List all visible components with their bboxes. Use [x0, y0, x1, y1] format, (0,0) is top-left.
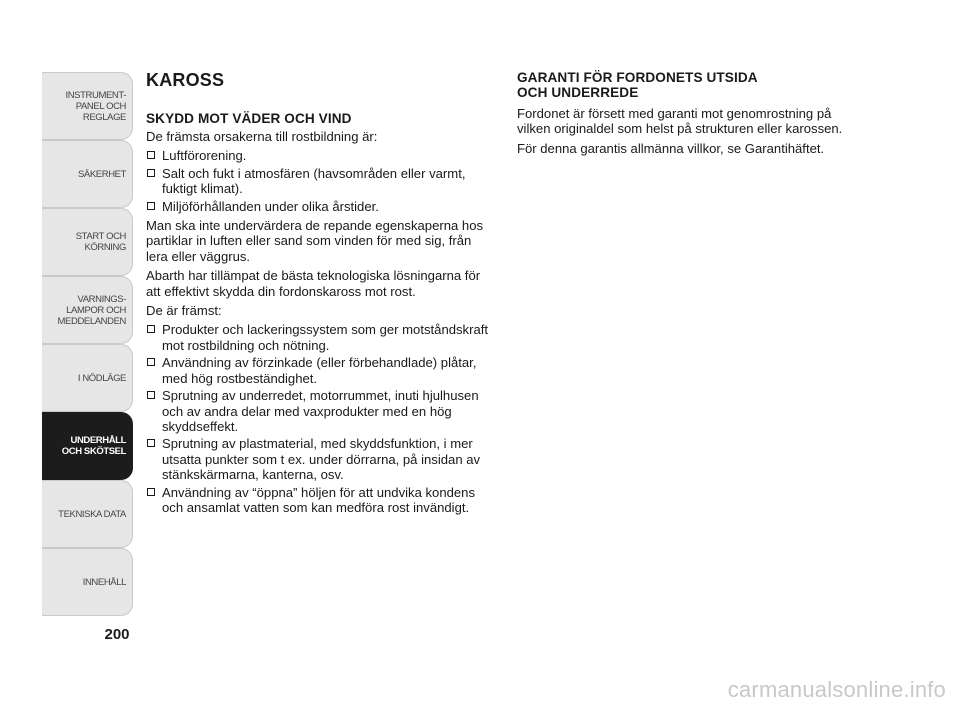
list-item: Miljöförhållanden under olika årstider. [146, 199, 496, 214]
section-heading: SKYDD MOT VÄDER OCH VIND [146, 111, 352, 126]
tab-i-nodlage[interactable]: I NÖDLÄGE [42, 344, 133, 412]
left-column [146, 70, 496, 519]
list-item: Produkter och lackeringssystem som ger motståndskraft mot rostbildning och nötning. [146, 322, 496, 353]
list-item: Luftförorening. [146, 148, 496, 163]
list-item: Användning av “öppna” höljen för att undvika kondens och ansamlat vatten som kan medföra rost invändigt. [146, 485, 496, 516]
watermark: carmanualsonline.info [727, 677, 946, 702]
right-column [517, 70, 867, 160]
list-item: Sprutning av underredet, motorrummet, inuti hjulhusen och av andra delar med vaxprodukter med en hög skyddseffekt. [146, 388, 496, 434]
tab-sakerhet[interactable]: SÄKERHET [42, 140, 133, 208]
paragraph: Man ska inte undervärdera de repande egenskaperna hos partiklar in luften eller sand som vinden för med sig, från lera eller väggrus. [146, 218, 484, 264]
tab-underhall-och-skotsel[interactable]: UNDERHÅLL OCH SKÖTSEL [42, 412, 133, 480]
tab-tekniska-data[interactable]: TEKNISKA DATA [42, 480, 133, 548]
tab-varningslampor[interactable]: VARNINGS- LAMPOR OCH MEDDELANDEN [42, 276, 133, 344]
intro-text: De främsta orsakerna till rostbildning är: [146, 129, 378, 144]
measures-list [146, 322, 496, 515]
tab-innehall[interactable]: INNEHÅLL [42, 548, 133, 616]
tab-start-och-korning[interactable]: START OCH KÖRNING [42, 208, 133, 276]
paragraph: De är främst: [146, 303, 222, 319]
chapter-tabs [42, 72, 133, 616]
list-item: Salt och fukt i atmosfären (havsområden eller varmt, fuktigt klimat). [146, 166, 496, 197]
page-number: 200 [104, 626, 130, 643]
paragraph: För denna garantis allmänna villkor, se Garantihäftet. [517, 140, 825, 156]
list-item: Sprutning av plastmaterial, med skyddsfunktion, i mer utsatta punkter som t ex. under dörrarna, på insidan av stänkskärmarna, kanterna, osv. [146, 436, 496, 482]
paragraph: Abarth har tillämpat de bästa teknologiska lösningarna för att effektivt skydda din fordonskaross mot rost. [146, 268, 481, 299]
causes-list [146, 148, 496, 214]
tab-instrumentpanel[interactable]: INSTRUMENT- PANEL OCH REGLAGE [42, 72, 133, 140]
list-item: Användning av förzinkade (eller förbehandlade) plåtar, med hög rostbeständighet. [146, 355, 496, 386]
warranty-heading: GARANTI FÖR FORDONETS UTSIDA OCH UNDERREDE [517, 70, 758, 100]
page-title: KAROSS [146, 70, 225, 90]
paragraph: Fordonet är försett med garanti mot genomrostning på vilken originaldel som helst på strukturen eller karossen. [517, 106, 843, 137]
